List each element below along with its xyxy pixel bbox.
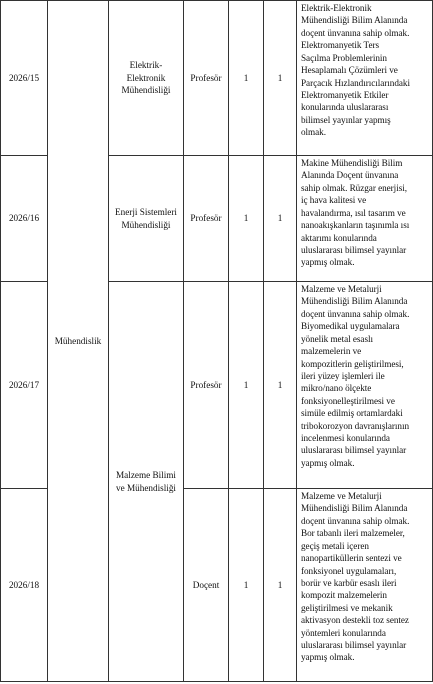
description-line: Elektromanyetik Ters (301, 40, 380, 51)
description-line: yöntemleri konularında (301, 627, 386, 638)
faculty-cell: Mühendislik (48, 1, 109, 682)
description-line: Mühendisliği Bilim Alanında (301, 296, 408, 307)
position-count: 1 (229, 489, 264, 682)
department-cell: Malzeme Bilimi ve Mühendisliği (109, 282, 184, 682)
position-count: 1 (229, 282, 264, 489)
description-line: nanoakışkanların taşınımla ısı (301, 220, 410, 231)
description-line: Alanında Doçent ünvanına (301, 170, 399, 181)
description-line: fonksiyonel uygulamaları, (301, 565, 397, 576)
description-line: mikro/nano ölçekte (301, 383, 372, 394)
description-line: konularında uluslararası (301, 102, 389, 113)
description-line: Malzeme ve Metalurji (301, 491, 382, 501)
description-line: doçent ünvanına sahip olmak. (301, 308, 410, 319)
description-line: yapmış olmak. (301, 457, 355, 468)
description-line: Mühendisliği Bilim Alanında (301, 503, 408, 514)
department-cell: Elektrik-Elektronik Mühendisliği (109, 1, 184, 156)
description-line: bilimsel yayınlar yapmış (301, 114, 391, 125)
requirements-description (297, 1, 433, 156)
academic-title: Profesör (184, 282, 229, 489)
description-line: Saçılma Problemlerinin (301, 52, 387, 63)
description-line: borür ve karbür esaslı ileri (301, 577, 397, 588)
description-line: simüle edilmiş ortamlardaki (301, 408, 403, 419)
description-line: yönelik metal esaslı (301, 333, 373, 344)
description-line: aktarımı konularında (301, 232, 377, 243)
description-line: Hesaplamalı Çözümleri ve (301, 65, 398, 76)
academic-title: Profesör (184, 1, 229, 156)
description-line: Makine Mühendisliği Bilim (301, 158, 403, 168)
description-line: incelenmesi konularında (301, 433, 390, 444)
description-line: doçent ünvanına sahip olmak. (301, 515, 410, 526)
requirements-description (297, 156, 433, 282)
academic-title: Doçent (184, 489, 229, 682)
description-line: Bor tabanlı ileri malzemeler, (301, 528, 405, 539)
description-line: uluslararası bilimsel yayınlar (301, 244, 407, 255)
description-line: kompozit malzemelerin (301, 590, 387, 601)
position-count: 1 (229, 156, 264, 282)
position-quota: 1 (264, 489, 297, 682)
description-line: Mühendisliği Bilim Alanında (301, 15, 408, 26)
description-line: sahip olmak. Rüzgar enerjisi, (301, 182, 407, 193)
description-line: geliştirilmesi ve mekanik (301, 602, 393, 613)
position-quota: 1 (264, 156, 297, 282)
description-line: malzemelerin ve (301, 346, 362, 357)
position-code: 2026/18 (1, 489, 48, 682)
position-count: 1 (229, 1, 264, 156)
position-code: 2026/17 (1, 282, 48, 489)
description-line: Elektromanyetik Etkiler (301, 89, 389, 100)
description-line: ileri yüzey işlemleri ile (301, 370, 385, 381)
description-line: yapmış olmak. (301, 257, 355, 268)
description-line: yapmış olmak. (301, 652, 355, 663)
description-line: aktivasyon destekli toz sentez (301, 615, 409, 626)
description-line: Malzeme ve Metalurji (301, 284, 382, 294)
position-quota: 1 (264, 282, 297, 489)
position-code: 2026/15 (1, 1, 48, 156)
description-line: iç hava kalitesi ve (301, 195, 367, 206)
table-row (1, 1, 433, 156)
description-line: doçent ünvanına sahip olmak. (301, 27, 410, 38)
description-line: Parçacık Hızlandırıcılarındaki (301, 77, 410, 88)
position-code: 2026/16 (1, 156, 48, 282)
description-line: havalandırma, ısıl tasarım ve (301, 207, 406, 218)
description-line: Elektrik-Elektronik (301, 3, 372, 13)
requirements-description (297, 489, 433, 682)
department-cell: Enerji Sistemleri Mühendisliği (109, 156, 184, 282)
description-line: Biyomedikal uygulamalara (301, 321, 400, 332)
description-line: nanopartiküllerin sentezi ve (301, 553, 402, 564)
description-line: uluslararası bilimsel yayınlar (301, 445, 407, 456)
position-quota: 1 (264, 1, 297, 156)
description-line: uluslararası bilimsel yayınlar (301, 640, 407, 651)
description-line: kompozitlerin geliştirilmesi, (301, 358, 404, 369)
description-line: tribokorozyon davranışlarının (301, 420, 410, 431)
requirements-description (297, 282, 433, 489)
academic-title: Profesör (184, 156, 229, 282)
description-line: fonksiyonelleştirilmesi ve (301, 395, 395, 406)
description-line: geçiş metali içeren (301, 540, 369, 551)
description-line: olmak. (301, 127, 326, 138)
